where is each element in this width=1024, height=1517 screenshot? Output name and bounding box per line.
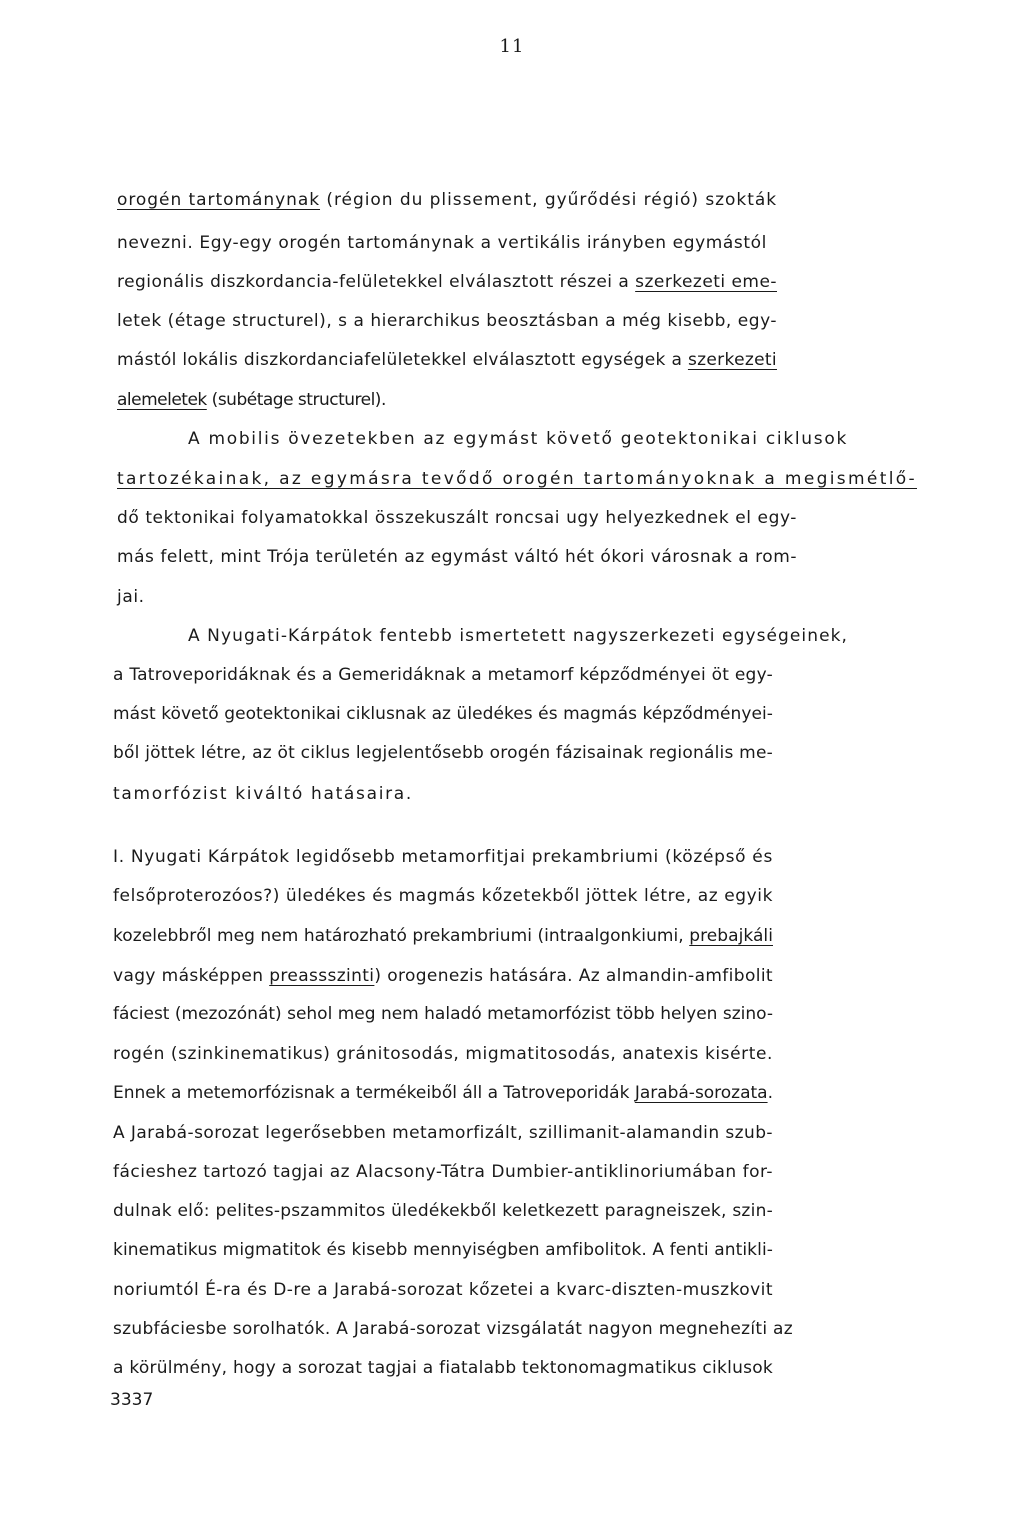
underlined-term: preassszinti — [269, 966, 375, 986]
text-segment: tamorfózist kiváltó hatásaira. — [113, 784, 413, 804]
text-line — [113, 847, 773, 867]
text-segment: I. Nyugati Kárpátok legidősebb metamorfitjai prekambriumi (középső és — [113, 847, 773, 867]
text-line — [117, 233, 767, 253]
text-segment: vagy másképpen — [113, 966, 270, 986]
text-line — [117, 587, 145, 607]
text-segment: szubfáciesbe sorolhatók. A Jarabá-sorozat vizsgálatát nagyon megnehezíti az — [113, 1319, 793, 1339]
text-line — [113, 1319, 793, 1339]
text-segment: dő tektonikai folyamatokkal összekuszált roncsai ugy helyezkednek el egy- — [117, 508, 797, 528]
text-segment: regionális diszkordancia-felületekkel elválasztott részei a — [117, 272, 636, 292]
text-segment: más felett, mint Trója területén az egymást váltó hét ókori városnak a rom- — [117, 547, 797, 567]
page-number: 11 — [499, 36, 525, 57]
text-segment: (subétage structurel). — [206, 390, 386, 410]
text-segment: (région du plissement, gyűrődési régió) szokták — [320, 190, 777, 210]
text-line — [117, 311, 777, 331]
text-line — [113, 743, 773, 763]
text-segment: fácieshez tartozó tagjai az Alacsony-Tátra Dumbier-antiklinoriumában for- — [113, 1162, 773, 1182]
text-segment: kozelebbről meg nem határozható prekambriumi (intraalgonkiumi, — [113, 926, 690, 946]
text-line — [188, 429, 848, 449]
underlined-term: szerkezeti eme- — [635, 272, 777, 292]
text-line — [117, 272, 777, 292]
underlined-term: alemeletek — [117, 390, 207, 410]
text-segment: A Jarabá-sorozat legerősebben metamorfizált, szillimanit-alamandin szub- — [113, 1123, 773, 1143]
text-segment: nevezni. Egy-egy orogén tartománynak a vertikális irányben egymástól — [117, 233, 767, 253]
text-segment: fáciest (mezozónát) sehol meg nem haladó metamorfózist több helyen szino- — [113, 1004, 773, 1024]
text-line — [117, 390, 386, 410]
text-segment: noriumtól É-ra és D-re a Jarabá-sorozat kőzetei a kvarc-diszten-muszkovit — [113, 1280, 773, 1300]
text-segment: a körülmény, hogy a sorozat tagjai a fiatalabb tektonomagmatikus ciklusok — [113, 1358, 773, 1378]
underlined-term: prebajkáli — [689, 926, 773, 946]
underlined-term: orogén tartománynak — [117, 190, 321, 210]
text-segment: A mobilis övezetekben az egymást követő geotektonikai ciklusok — [188, 429, 848, 449]
text-segment: letek (étage structurel), s a hierarchikus beosztásban a még kisebb, egy- — [117, 311, 777, 331]
text-line — [113, 926, 773, 946]
text-line — [113, 1240, 773, 1260]
text-segment: mástól lokális diszkordanciafelületekkel elválasztott egységek a — [117, 350, 688, 370]
text-line — [113, 784, 413, 804]
text-line — [113, 1358, 773, 1378]
text-line — [113, 1004, 773, 1024]
text-line — [113, 665, 773, 685]
text-segment: ) orogenezis hatására. Az almandin-amfibolit — [374, 966, 773, 986]
text-line — [113, 1123, 773, 1143]
text-line — [117, 190, 777, 210]
text-line — [117, 350, 777, 370]
text-line — [113, 1044, 773, 1064]
underlined-term: tartozékainak, az egymásra tevődő orogén tartományoknak a megismétlő- — [117, 469, 917, 489]
text-line — [117, 547, 797, 567]
text-segment: . — [767, 1083, 773, 1103]
text-segment: mást követő geotektonikai ciklusnak az üledékes és magmás képződményei- — [113, 704, 773, 724]
underlined-term: szerkezeti — [687, 350, 777, 370]
text-segment: kinematikus migmatitok és kisebb mennyiségben amfibolitok. A fenti antikli- — [113, 1240, 773, 1260]
text-line — [113, 886, 773, 906]
text-segment: a Tatroveporidáknak és a Gemeridáknak a metamorf képződményei öt egy- — [113, 665, 773, 685]
underlined-term: Jarabá-sorozata — [634, 1083, 768, 1103]
text-line — [113, 966, 773, 986]
text-segment: rogén (szinkinematikus) gránitosodás, migmatitosodás, anatexis kisérte. — [113, 1044, 773, 1064]
text-segment: ből jöttek létre, az öt ciklus legjelentősebb orogén fázisainak regionális me- — [113, 743, 773, 763]
footer-code: 3337 — [110, 1390, 154, 1410]
text-line — [113, 704, 773, 724]
text-segment: felsőproterozóos?) üledékes és magmás kőzetekből jöttek létre, az egyik — [113, 886, 774, 906]
text-line — [113, 1201, 773, 1221]
text-segment: A Nyugati-Kárpátok fentebb ismertetett nagyszerkezeti egységeinek, — [188, 626, 848, 646]
text-line — [188, 626, 848, 646]
text-segment: dulnak elő: pelites-pszammitos üledékekből keletkezett paragneiszek, szin- — [113, 1201, 773, 1221]
text-segment: Ennek a metemorfózisnak a termékeiből áll a Tatroveporidák — [113, 1083, 635, 1103]
text-line — [117, 508, 797, 528]
text-line — [113, 1280, 773, 1300]
text-line — [113, 1083, 773, 1103]
text-line — [117, 469, 917, 489]
text-line — [113, 1162, 773, 1182]
text-segment: jai. — [117, 587, 145, 607]
